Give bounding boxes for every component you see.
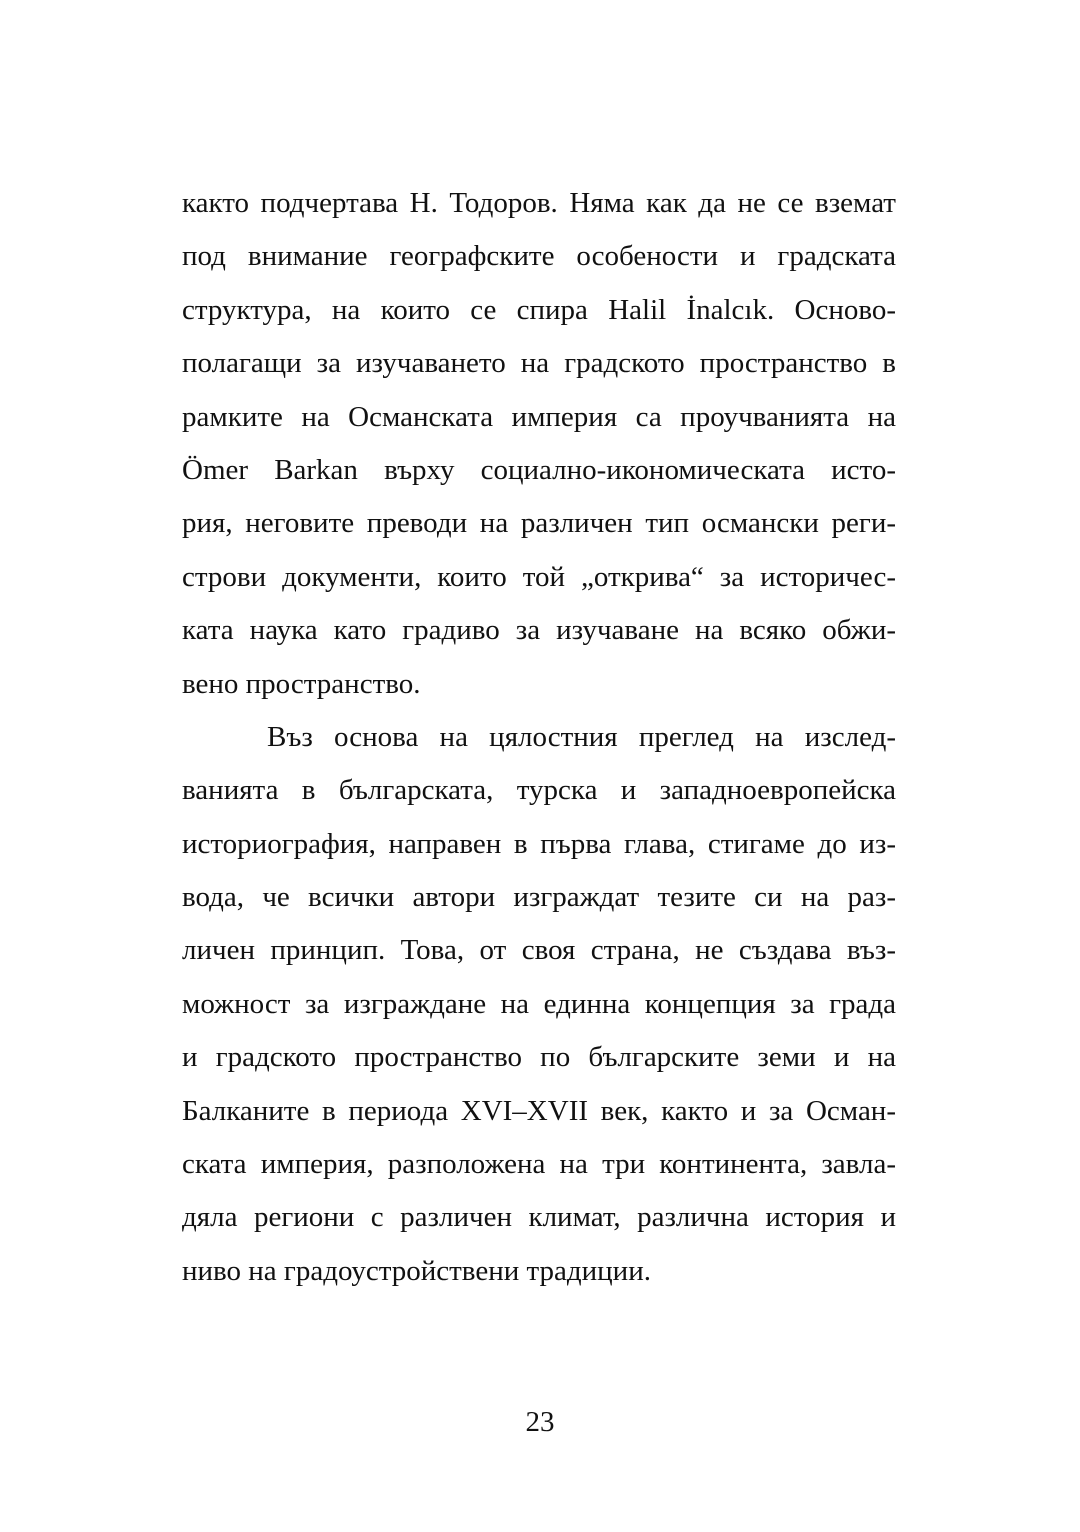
text-line: ниво на градоустройствени традиции. [182, 1254, 651, 1287]
text-line: дяла региони с различен климат, различна история и [182, 1201, 896, 1234]
text-line: ката наука като градиво за изучаване на всяко обжи- [182, 614, 896, 647]
text-line: вода, че всички автори изграждат тезите си на раз- [182, 881, 896, 914]
text-line: личен принцип. Това, от своя страна, не създава въз- [182, 934, 896, 967]
page-number: 23 [525, 1406, 555, 1438]
text-line: рамките на Османската империя са проучванията на [182, 400, 896, 433]
text-line: както подчертава Н. Тодоров. Няма как да не се вземат [182, 187, 896, 219]
text-line: строви документи, които той „открива“ за историчес- [182, 560, 896, 593]
text-line: ванията в българската, турска и западноевропейска [182, 774, 896, 807]
text-line: Въз основа на цялостния преглед на изслед- [267, 720, 896, 753]
text-line: полагащи за изучаването на градското пространство в [182, 347, 896, 380]
paragraph-1 [182, 177, 896, 711]
text-line: историография, направен в първа глава, стигаме до из- [182, 827, 896, 860]
text-line: Балканите в периода XVI–XVII век, както и за Осман- [182, 1094, 896, 1127]
text-line: и градското пространство по българските земи и на [182, 1041, 896, 1074]
page-text [182, 177, 896, 1298]
text-line: вено пространство. [182, 667, 421, 700]
text-line: рия, неговите преводи на различен тип османски реги- [182, 507, 896, 540]
paragraph-2 [182, 711, 896, 1298]
text-line: под внимание географските особености и градската [182, 240, 896, 273]
text-line: Ömer Barkan върху социално-икономическата исто- [182, 453, 896, 486]
text-line: можност за изграждане на единна концепция за града [182, 987, 896, 1020]
text-line: ската империя, разположена на три континента, завла- [182, 1148, 896, 1181]
text-line: структура, на които се спира Halil İnalcık. Осново- [182, 293, 896, 326]
